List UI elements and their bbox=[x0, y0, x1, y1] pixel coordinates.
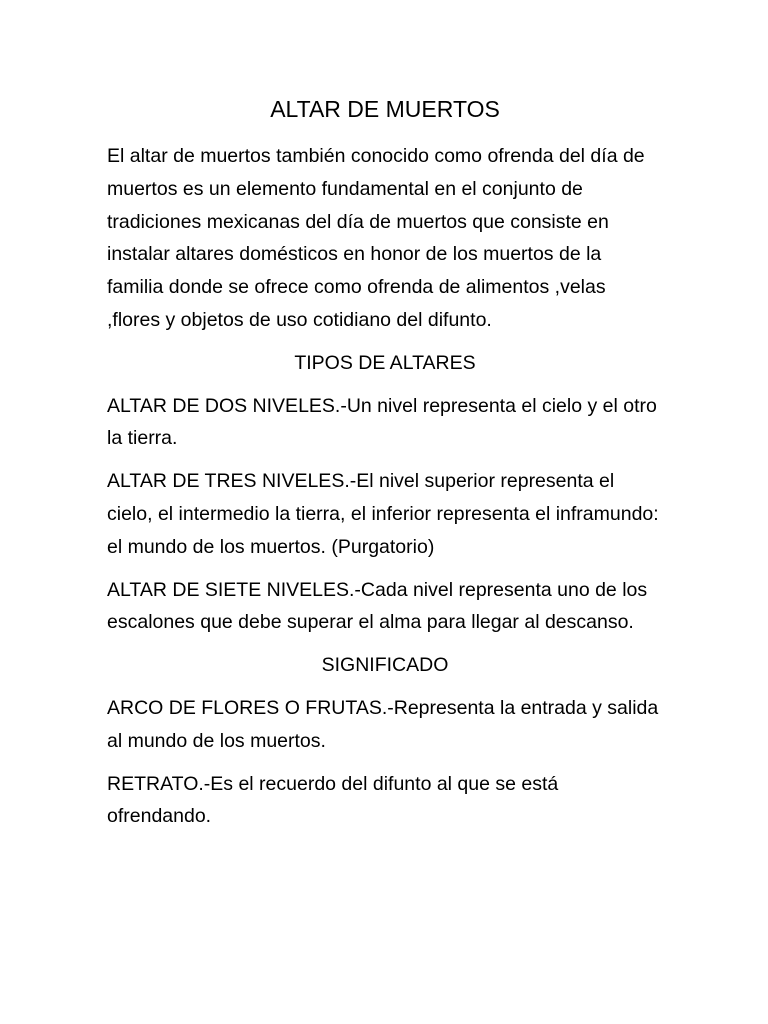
meaning-portrait: RETRATO.-Es el recuerdo del difunto al que se está ofrendando. bbox=[107, 772, 559, 828]
altar-type-two-levels: ALTAR DE DOS NIVELES.-Un nivel representa el cielo y el otro la tierra. bbox=[107, 394, 657, 450]
altar-type-seven-levels: ALTAR DE SIETE NIVELES.-Cada nivel representa uno de los escalones que debe superar el alma para llegar al descanso. bbox=[107, 578, 648, 634]
section-heading-types: TIPOS DE ALTARES bbox=[294, 351, 476, 374]
section-heading-meaning: SIGNIFICADO bbox=[321, 654, 449, 677]
meaning-arch-of-flowers: ARCO DE FLORES O FRUTAS.-Representa la entrada y salida al mundo de los muertos. bbox=[107, 696, 659, 752]
document-title: ALTAR DE MUERTOS bbox=[270, 96, 500, 122]
document-body bbox=[107, 92, 663, 843]
altar-type-three-levels: ALTAR DE TRES NIVELES.-El nivel superior representa el cielo, el intermedio la tierra, el inferior representa el inframundo: el mundo de los muertos. (Purgatorio) bbox=[107, 470, 659, 558]
intro-paragraph: El altar de muertos también conocido como ofrenda del día de muertos es un elemento fundamental en el conjunto de tradiciones mexicanas del día de muertos que consiste en instalar altares domésticos en honor de los muertos de la familia donde se ofrece como ofrenda de alimentos ,velas ,flores y objetos de uso cotidiano del difunto. bbox=[107, 145, 645, 331]
